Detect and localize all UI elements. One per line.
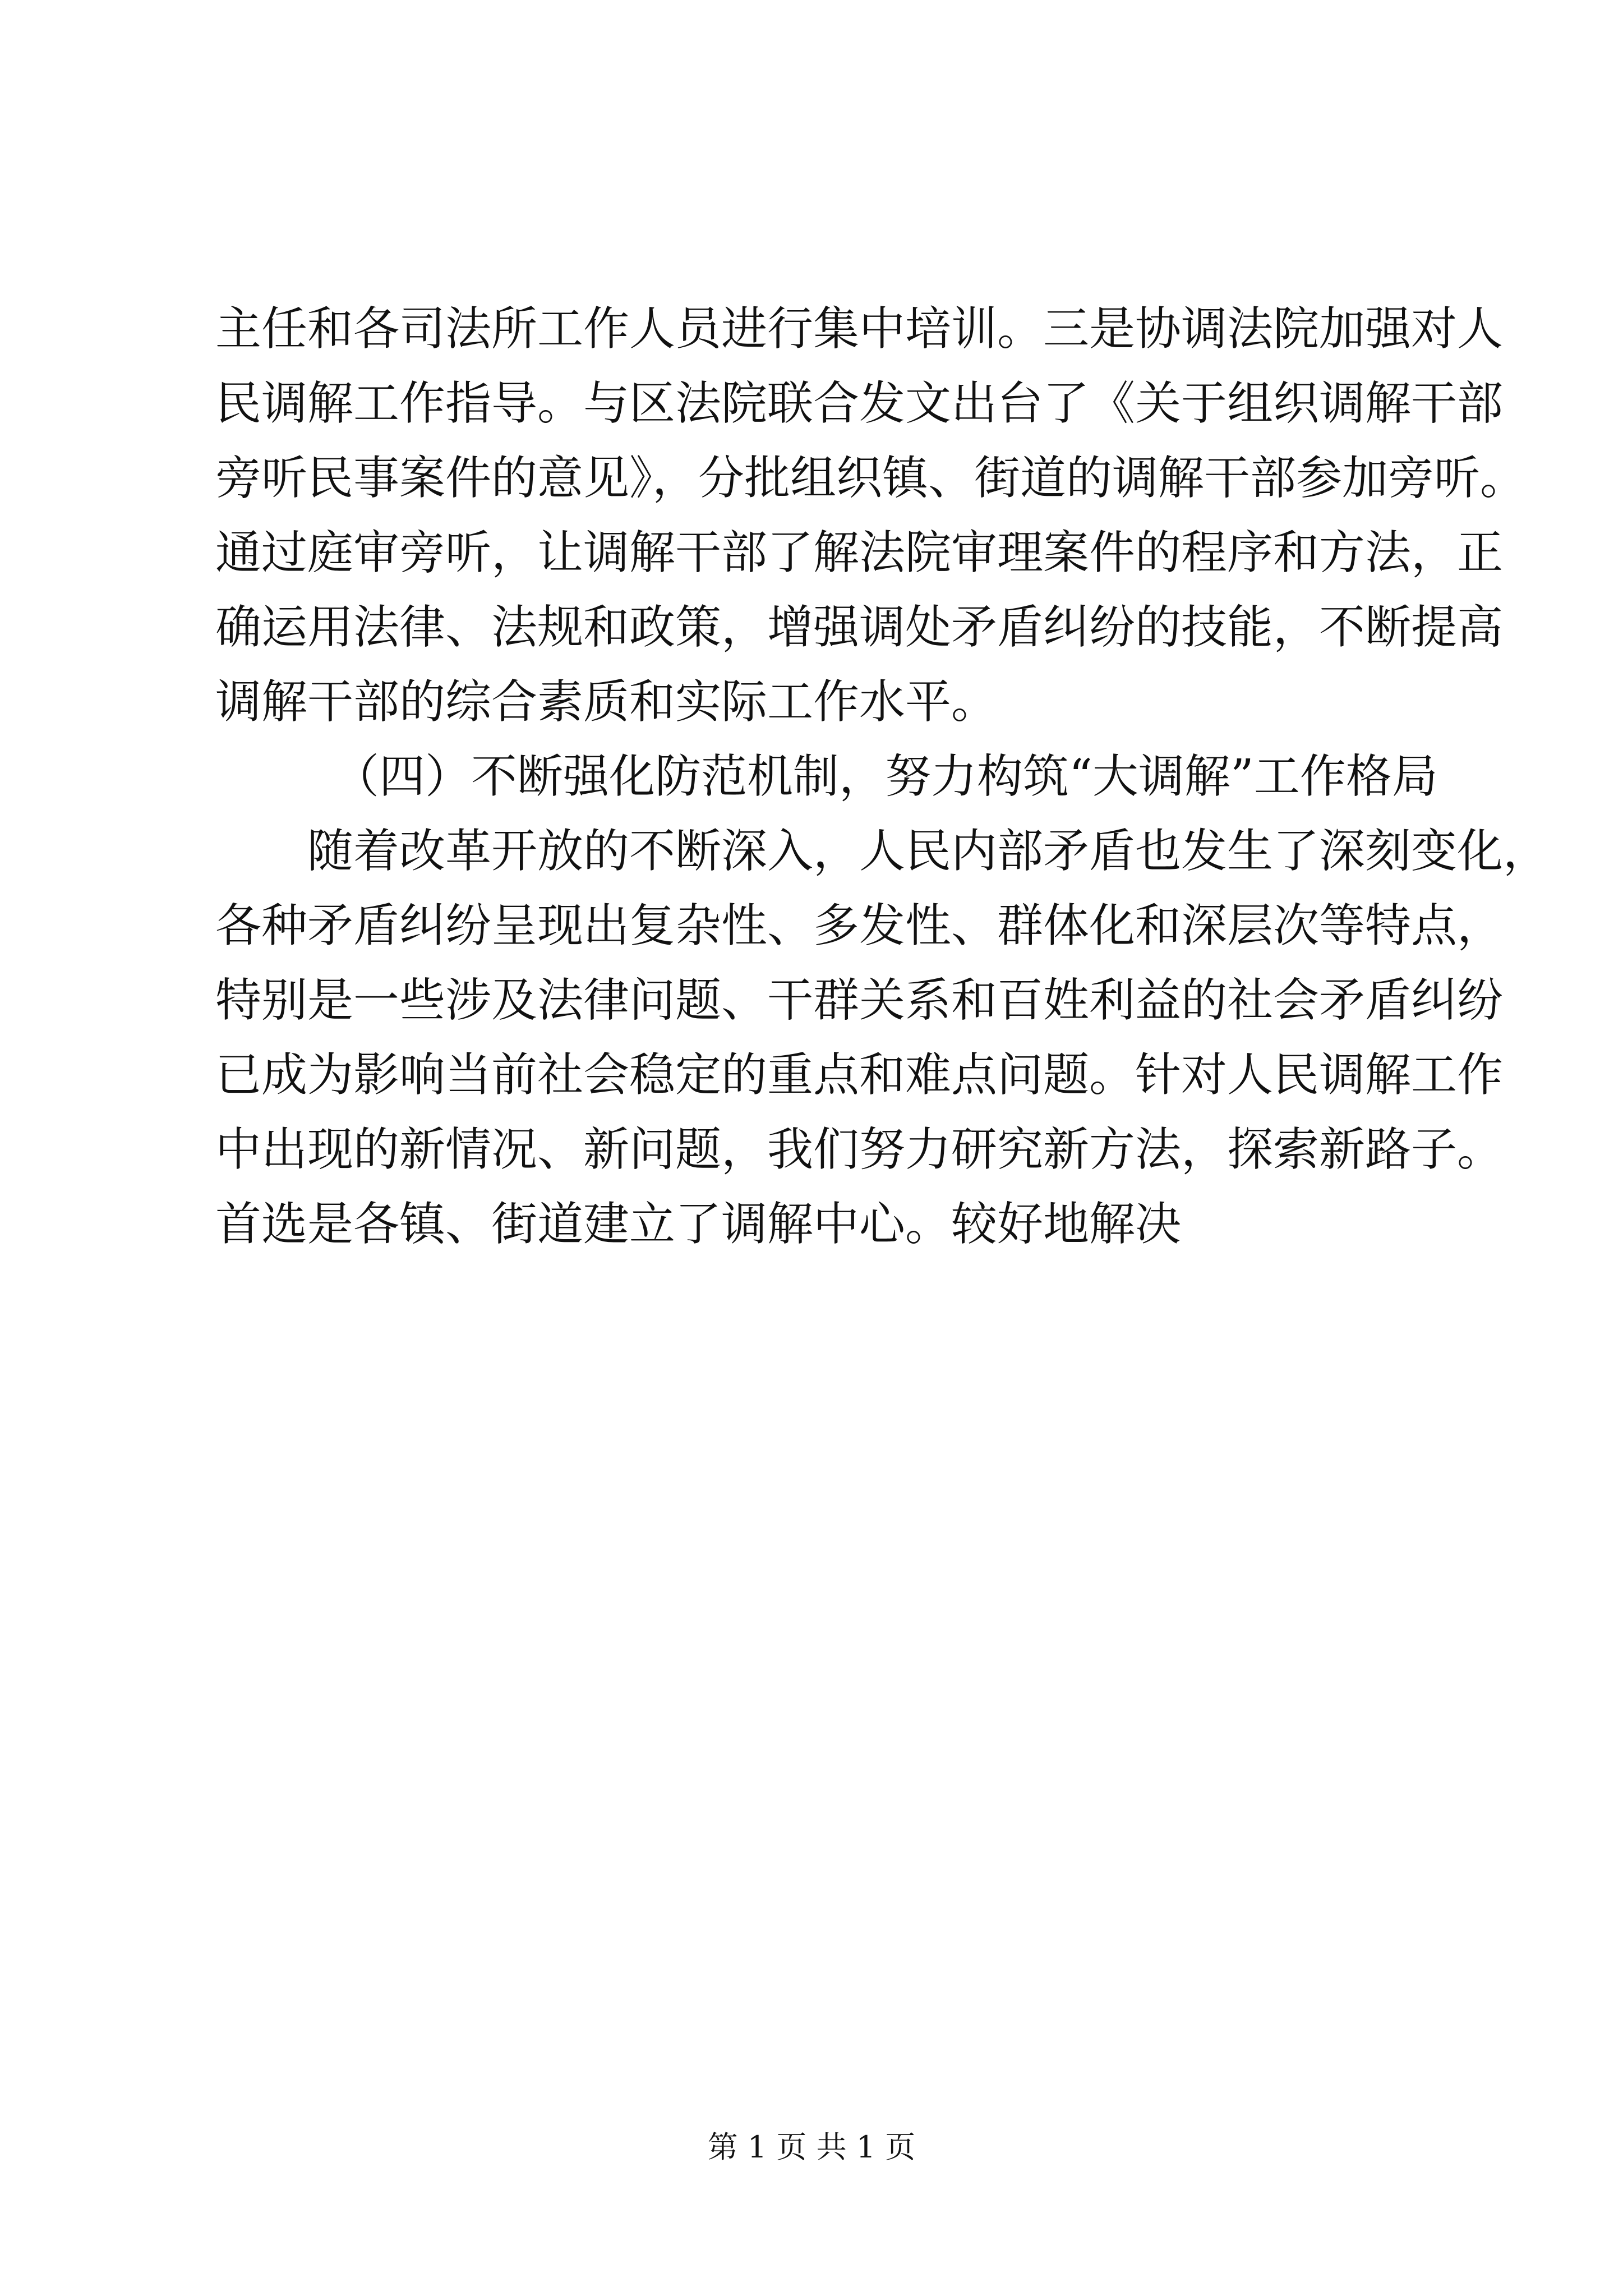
page-footer: 第 1 页 共 1 页 [707,2129,916,2165]
text-line: 已成为影响当前社会稳定的重点和难点问题。针对人民调解工作 [215,1048,1504,1102]
text-line: 中出现的新情况、新问题，我们努力研究新方法，探索新路子。 [215,1123,1504,1176]
text-line: 首选是各镇、街道建立了调解中心。较好地解决 [215,1198,1182,1251]
text-line: 各种矛盾纠纷呈现出复杂性、多发性、群体化和深层次等特点， [215,899,1504,953]
section-heading: （四）不断强化防范机制，努力构筑“大调解”工作格局 [333,750,1438,803]
body-text [215,292,1550,1262]
text-line: 主任和各司法所工作人员进行集中培训。三是协调法院加强对人 [215,302,1504,356]
text-line: 民调解工作指导。与区法院联合发文出台了《关于组织调解干部 [215,377,1504,430]
text-line: 随着改革开放的不断深入，人民内部矛盾也发生了深刻变化， [307,825,1550,878]
text-line: 通过庭审旁听，让调解干部了解法院审理案件的程序和方法，正 [215,526,1504,579]
text-line: 确运用法律、法规和政策，增强调处矛盾纠纷的技能，不断提高 [215,601,1504,654]
text-line: 旁听民事案件的意见》，分批组织镇、街道的调解干部参加旁听。 [215,452,1527,505]
text-line: 特别是一些涉及法律问题、干群关系和百姓利益的社会矛盾纠纷 [215,974,1504,1027]
text-line: 调解干部的综合素质和实际工作水平。 [215,675,998,729]
